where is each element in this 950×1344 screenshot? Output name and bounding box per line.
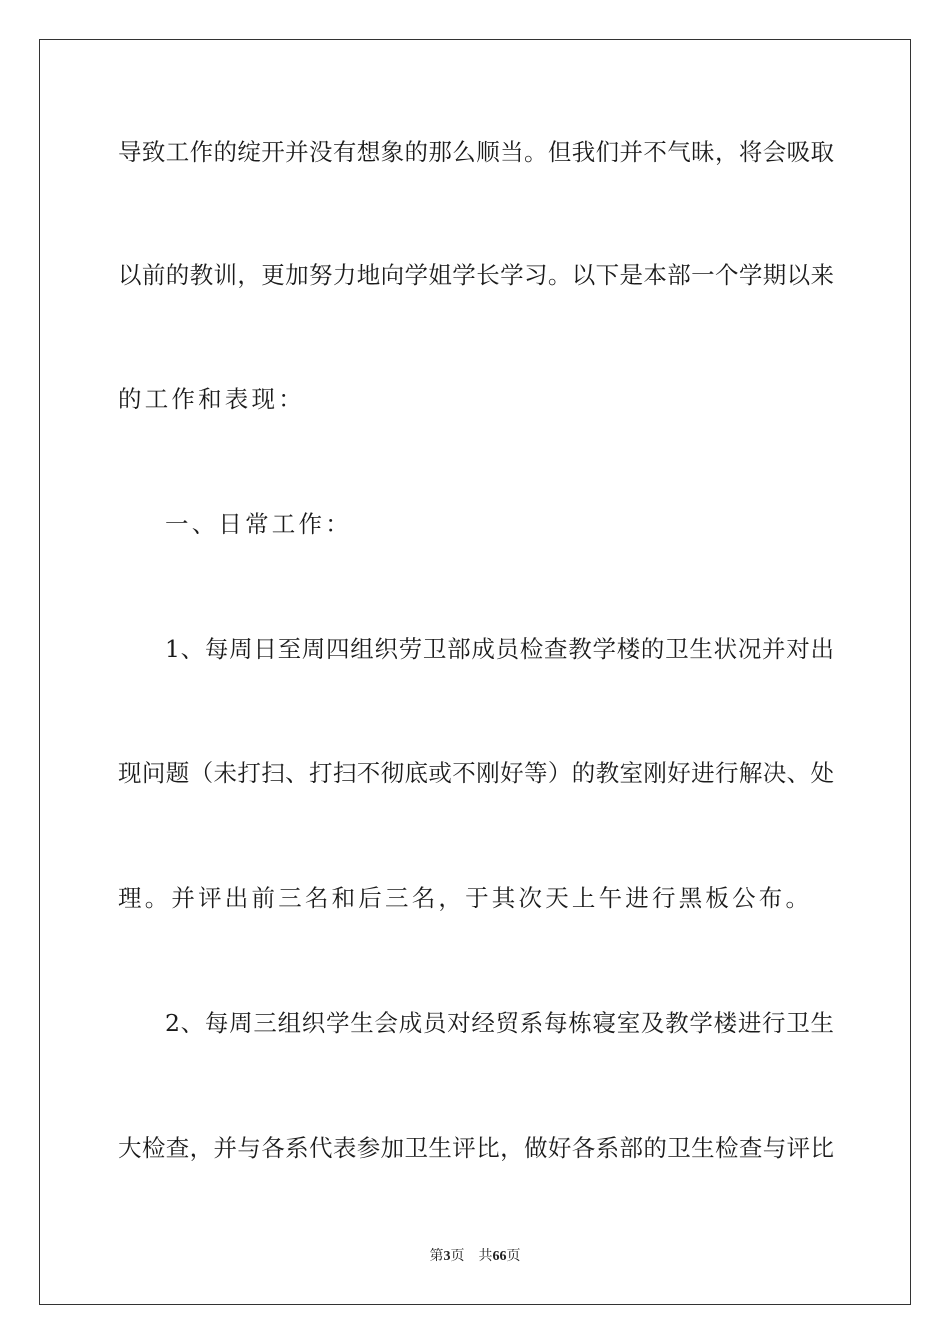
body-line-2: 以前的教训，更加努力地向学姐学长学习。以下是本部一个学期以来 [118, 261, 834, 289]
total-prefix: 共 [478, 1248, 493, 1264]
body-line-8: 2、每周三组织学生会成员对经贸系每栋寝室及教学楼进行卫生 [165, 1009, 834, 1037]
body-line-7: 理。并评出前三名和后三名，于其次天上午进行黑板公布。 [118, 884, 813, 912]
page-number: 3 [443, 1249, 451, 1264]
total-pages: 66 [492, 1249, 507, 1264]
body-line-1: 导致工作的绽开并没有想象的那么顺当。但我们并不气昧，将会吸取 [118, 138, 834, 166]
body-line-5: 1、每周日至周四组织劳卫部成员检查教学楼的卫生状况并对出 [165, 635, 834, 663]
body-line-9: 大检查，并与各系代表参加卫生评比，做好各系部的卫生检查与评比 [118, 1134, 834, 1162]
page-suffix: 页 [450, 1248, 465, 1264]
page-footer [0, 1247, 950, 1266]
page-prefix: 第 [429, 1248, 444, 1264]
total-suffix: 页 [506, 1248, 521, 1264]
section-heading: 一、日常工作： [165, 510, 352, 538]
body-line-6: 现问题（未打扫、打扫不彻底或不刚好等）的教室刚好进行解决、处 [118, 759, 834, 787]
body-line-3: 的工作和表现： [118, 385, 305, 413]
page-border [39, 39, 911, 1305]
